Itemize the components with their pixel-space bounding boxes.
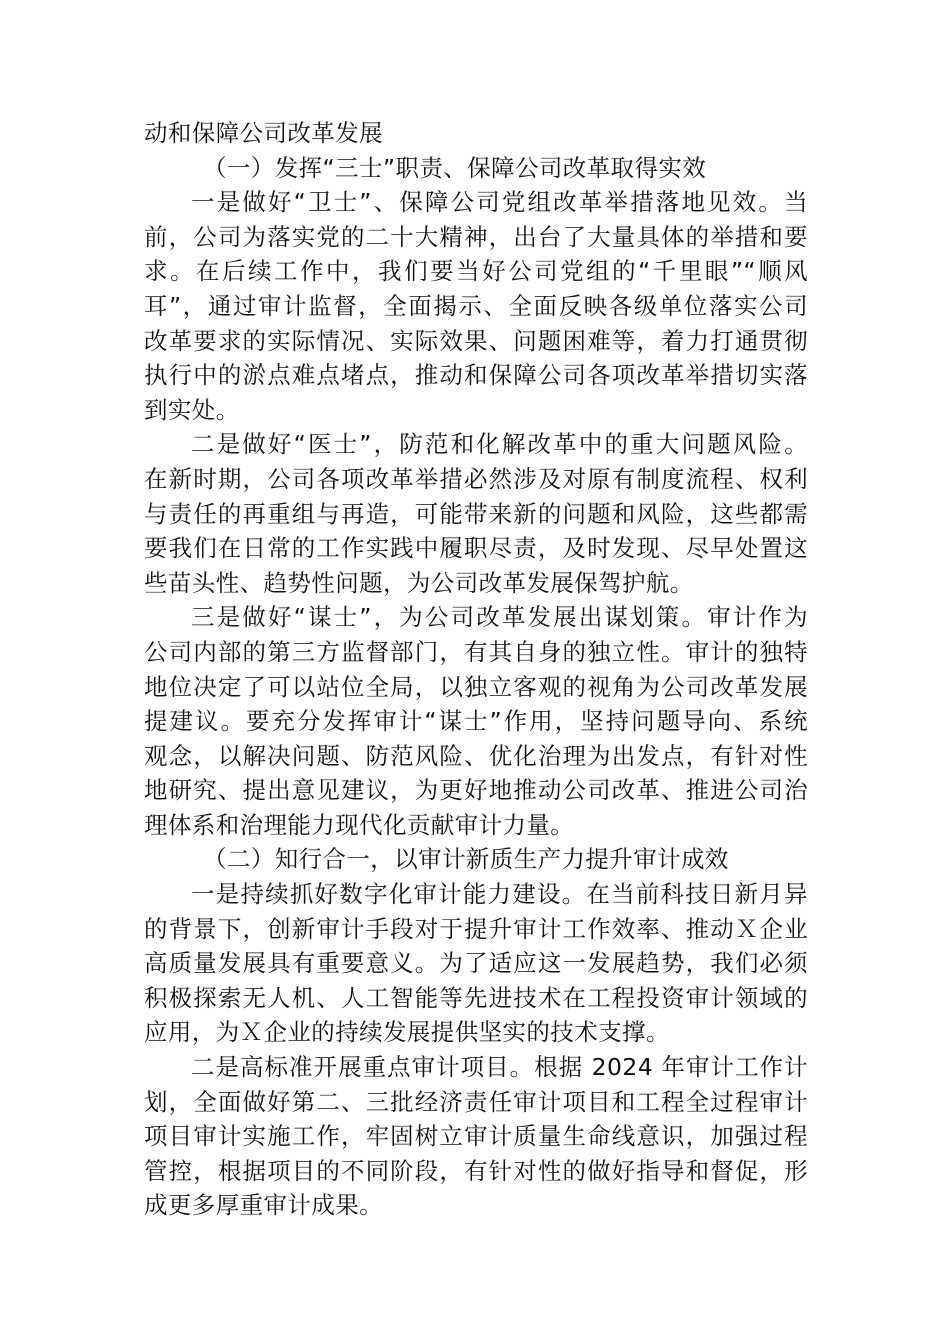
section-heading: （一）发挥“三士”职责、保障公司改革取得实效 xyxy=(203,153,707,182)
paragraph-line: 地研究、提出意见建议，为更好地推动公司改革、推进公司治 xyxy=(144,776,808,805)
paragraph-line: 高质量发展具有重要意义。为了适应这一发展趋势，我们必须 xyxy=(144,949,808,978)
paragraph-line: 积极探索无人机、人工智能等先进技术在工程投资审计领域的 xyxy=(144,983,808,1012)
paragraph-line: 理体系和治理能力现代化贡献审计力量。 xyxy=(144,810,575,839)
paragraph-line: 三是做好“谋士”，为公司改革发展出谋划策。审计作为 xyxy=(191,603,808,632)
document-body xyxy=(144,116,808,1223)
paragraph-line: 耳”，通过审计监督，全面揭示、全面反映各级单位落实公司 xyxy=(144,291,808,320)
paragraph-line: 提建议。要充分发挥审计“谋士”作用，坚持问题导向、系统 xyxy=(144,707,808,736)
paragraph-line: 在新时期，公司各项改革举措必然涉及对原有制度流程、权利 xyxy=(144,464,808,493)
paragraph-line: 划，全面做好第二、三批经济责任审计项目和工程全过程审计 xyxy=(144,1087,808,1116)
paragraph-line: 执行中的淤点难点堵点，推动和保障公司各项改革举措切实落 xyxy=(144,361,808,390)
paragraph-line: 地位决定了可以站位全局，以独立客观的视角为公司改革发展 xyxy=(144,672,808,701)
section-heading: （二）知行合一，以审计新质生产力提升审计成效 xyxy=(203,845,729,874)
paragraph-line: 观念，以解决问题、防范风险、优化治理为出发点，有针对性 xyxy=(144,741,808,770)
paragraph-line: 二是高标准开展重点审计项目。根据 2024 年审计工作计 xyxy=(191,1053,808,1082)
paragraph-line: 与责任的再重组与再造，可能带来新的问题和风险，这些都需 xyxy=(144,499,808,528)
paragraph-line: 管控，根据项目的不同阶段，有针对性的做好指导和督促，形 xyxy=(144,1156,808,1185)
paragraph-line: 改革要求的实际情况、实际效果、问题困难等，着力打通贯彻 xyxy=(144,326,808,355)
paragraph-line: 成更多厚重审计成果。 xyxy=(144,1191,383,1220)
paragraph-line: 一是持续抓好数字化审计能力建设。在当前科技日新月异 xyxy=(191,880,808,909)
paragraph-line: 一是做好“卫士”、保障公司党组改革举措落地见效。当 xyxy=(191,188,808,217)
paragraph-line: 到实处。 xyxy=(144,395,240,424)
paragraph-line: 二是做好“医士”，防范和化解改革中的重大问题风险。 xyxy=(191,430,808,459)
paragraph-line: 公司内部的第三方监督部门，有其自身的独立性。审计的独特 xyxy=(144,637,808,666)
paragraph-line: 要我们在日常的工作实践中履职尽责，及时发现、尽早处置这 xyxy=(144,534,808,563)
paragraph-line: 的背景下，创新审计手段对于提升审计工作效率、推动Ｘ企业 xyxy=(144,914,808,943)
paragraph-line: 前，公司为落实党的二十大精神，出台了大量具体的举措和要 xyxy=(144,222,808,251)
paragraph-line: 动和保障公司改革发展 xyxy=(144,119,383,147)
paragraph-line: 项目审计实施工作，牢固树立审计质量生命线意识，加强过程 xyxy=(144,1122,808,1151)
paragraph-line: 些苗头性、趋势性问题，为公司改革发展保驾护航。 xyxy=(144,568,694,597)
paragraph-line: 求。在后续工作中，我们要当好公司党组的“千里眼”“顺风 xyxy=(144,257,808,286)
paragraph-line: 应用，为Ｘ企业的持续发展提供坚实的技术支撑。 xyxy=(144,1018,670,1047)
